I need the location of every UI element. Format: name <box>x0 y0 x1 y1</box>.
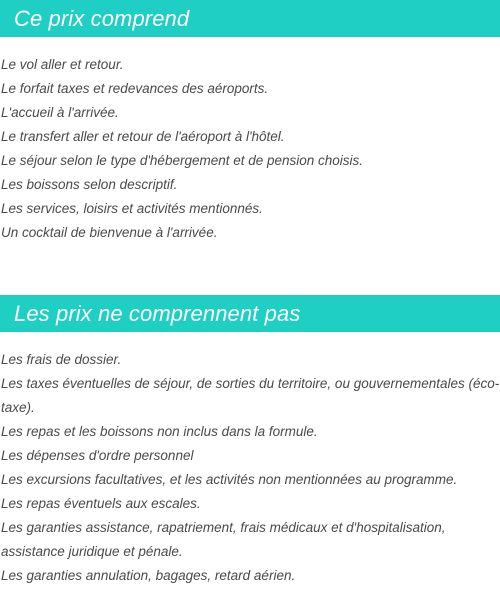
excluded-header <box>0 295 500 332</box>
excluded-title: Les prix ne comprennent pas <box>14 300 301 326</box>
included-item: Le séjour selon le type d'hébergement et de pension choisis. <box>1 153 364 168</box>
included-item: Les services, loisirs et activités mentionnés. <box>1 201 263 216</box>
included-section <box>0 0 500 245</box>
included-item: Un cocktail de bienvenue à l'arrivée. <box>1 225 218 240</box>
included-header <box>0 0 500 37</box>
excluded-item: Les excursions facultatives, et les activités non mentionnées au programme. <box>1 472 458 487</box>
excluded-item: Les dépenses d'ordre personnel <box>1 448 194 463</box>
excluded-item: Les taxes éventuelles de séjour, de sorties du territoire, ou gouvernementales (éco-taxe). <box>1 376 500 415</box>
excluded-item: Les garanties annulation, bagages, retard aérien. <box>1 568 296 583</box>
excluded-section <box>0 295 500 588</box>
excluded-list <box>0 348 500 588</box>
excluded-item: Les garanties assistance, rapatriement, frais médicaux et d'hospitalisation, assistance juridique et pénale. <box>1 520 446 559</box>
included-item: Les boissons selon descriptif. <box>1 177 178 192</box>
excluded-item: Les frais de dossier. <box>1 352 122 367</box>
excluded-item: Les repas éventuels aux escales. <box>1 496 201 511</box>
included-item: Le forfait taxes et redevances des aéroports. <box>1 81 269 96</box>
included-list <box>0 53 500 245</box>
excluded-item: Les repas et les boissons non inclus dans la formule. <box>1 424 318 439</box>
included-item: Le vol aller et retour. <box>1 57 124 72</box>
included-item: Le transfert aller et retour de l'aéroport à l'hôtel. <box>1 129 285 144</box>
included-item: L'accueil à l'arrivée. <box>1 105 119 120</box>
included-title: Ce prix comprend <box>14 5 190 31</box>
